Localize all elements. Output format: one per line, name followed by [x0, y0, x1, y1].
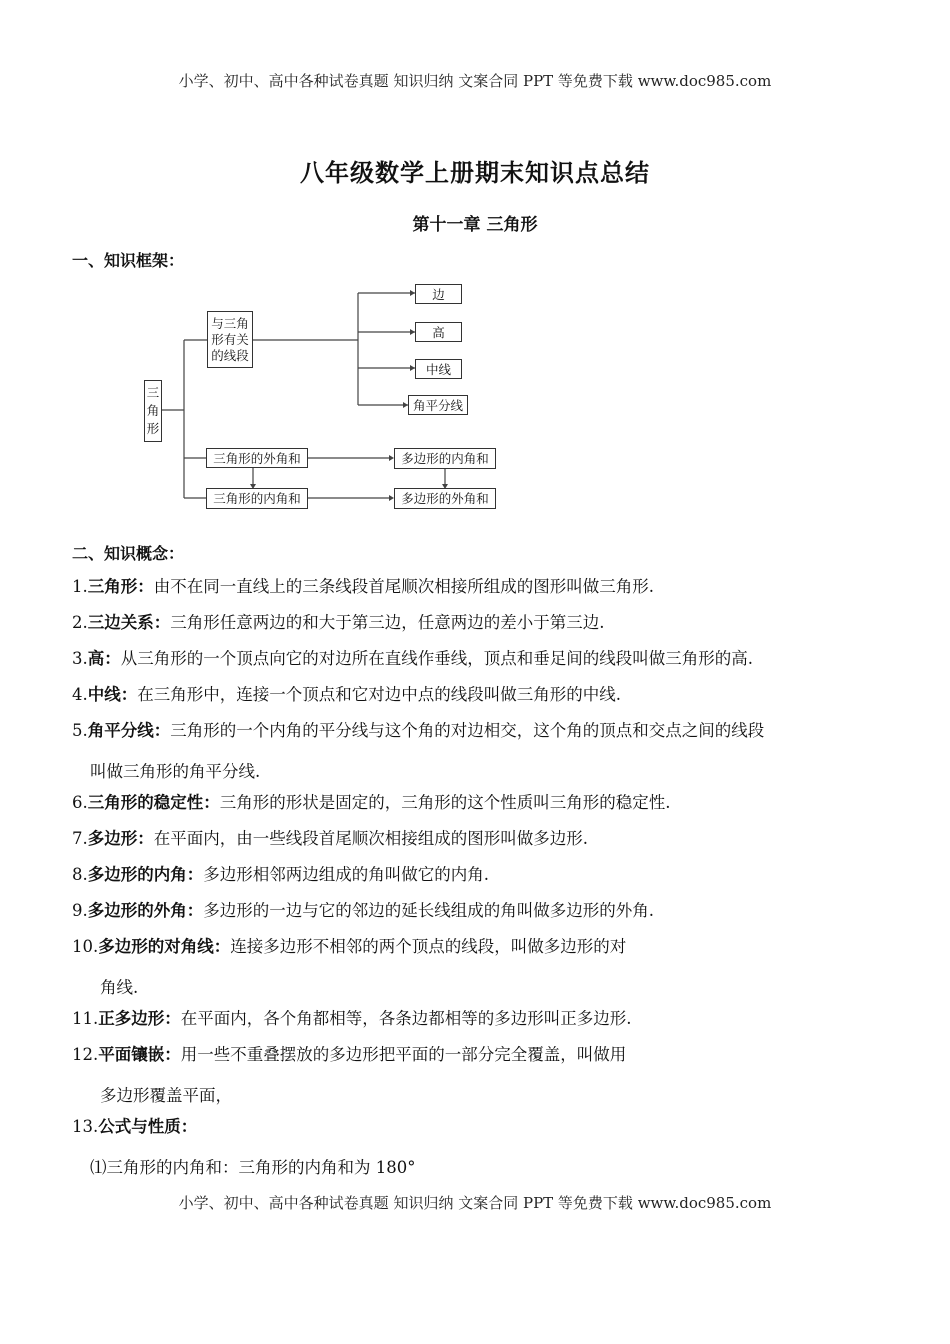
concept-item: 6.三角形的稳定性：三角形的形状是固定的，三角形的这个性质叫三角形的稳定性.	[72, 793, 671, 812]
chapter-title: 第十一章 三角形	[412, 215, 538, 235]
concept-item: 13.公式与性质：	[72, 1117, 198, 1136]
page-header: 小学、初中、高中各种试卷真题 知识归纳 文案合同 PPT 等免费下载 www.doc985.com	[178, 72, 772, 90]
formula-line: ⑴三角形的内角和：三角形的内角和为 180°	[90, 1158, 416, 1177]
concept-item: 3.高：从三角形的一个顶点向它的对边所在直线作垂线，顶点和垂足间的线段叫做三角形的高.	[72, 649, 753, 668]
diagram-node-root: 三角形	[144, 380, 162, 442]
diagram-node-polygon-exterior: 多边形的外角和	[394, 488, 496, 509]
section-heading-framework: 一、知识框架：	[72, 251, 185, 270]
diagram-leaf-altitude: 高	[415, 322, 462, 342]
page-footer: 小学、初中、高中各种试卷真题 知识归纳 文案合同 PPT 等免费下载 www.doc985.com	[178, 1194, 772, 1212]
concept-item-continuation: 叫做三角形的角平分线.	[90, 762, 261, 781]
concept-item: 5.角平分线：三角形的一个内角的平分线与这个角的对边相交，这个角的顶点和交点之间的线段	[72, 721, 765, 740]
concept-item: 2.三边关系：三角形任意两边的和大于第三边，任意两边的差小于第三边.	[72, 613, 605, 632]
section-heading-concepts: 二、知识概念：	[72, 544, 185, 563]
page-title: 八年级数学上册期末知识点总结	[300, 158, 650, 187]
concept-item: 10.多边形的对角线：连接多边形不相邻的两个顶点的线段，叫做多边形的对	[72, 937, 627, 956]
concept-item: 8.多边形的内角：多边形相邻两边组成的角叫做它的内角.	[72, 865, 489, 884]
concept-item: 7.多边形：在平面内，由一些线段首尾顺次相接组成的图形叫做多边形.	[72, 829, 588, 848]
diagram-leaf-median: 中线	[415, 359, 462, 379]
diagram-node-polygon-interior: 多边形的内角和	[394, 448, 496, 469]
diagram-node-segments: 与三角形有关的线段	[207, 311, 253, 368]
concept-item-continuation: 多边形覆盖平面，	[100, 1086, 232, 1105]
concept-item-continuation: 角线.	[100, 978, 139, 997]
concept-item: 11.正多边形：在平面内，各个角都相等，各条边都相等的多边形叫正多边形.	[72, 1009, 632, 1028]
diagram-leaf-side: 边	[415, 284, 462, 304]
concept-item: 1.三角形：由不在同一直线上的三条线段首尾顺次相接所组成的图形叫做三角形.	[72, 577, 654, 596]
concept-item: 9.多边形的外角：多边形的一边与它的邻边的延长线组成的角叫做多边形的外角.	[72, 901, 654, 920]
diagram-node-exterior-sum: 三角形的外角和	[206, 448, 308, 468]
concept-item: 4.中线：在三角形中，连接一个顶点和它对边中点的线段叫做三角形的中线.	[72, 685, 621, 704]
diagram-node-interior-sum: 三角形的内角和	[206, 488, 308, 509]
concept-item: 12.平面镶嵌：用一些不重叠摆放的多边形把平面的一部分完全覆盖，叫做用	[72, 1045, 627, 1064]
diagram-leaf-bisector: 角平分线	[408, 395, 468, 415]
